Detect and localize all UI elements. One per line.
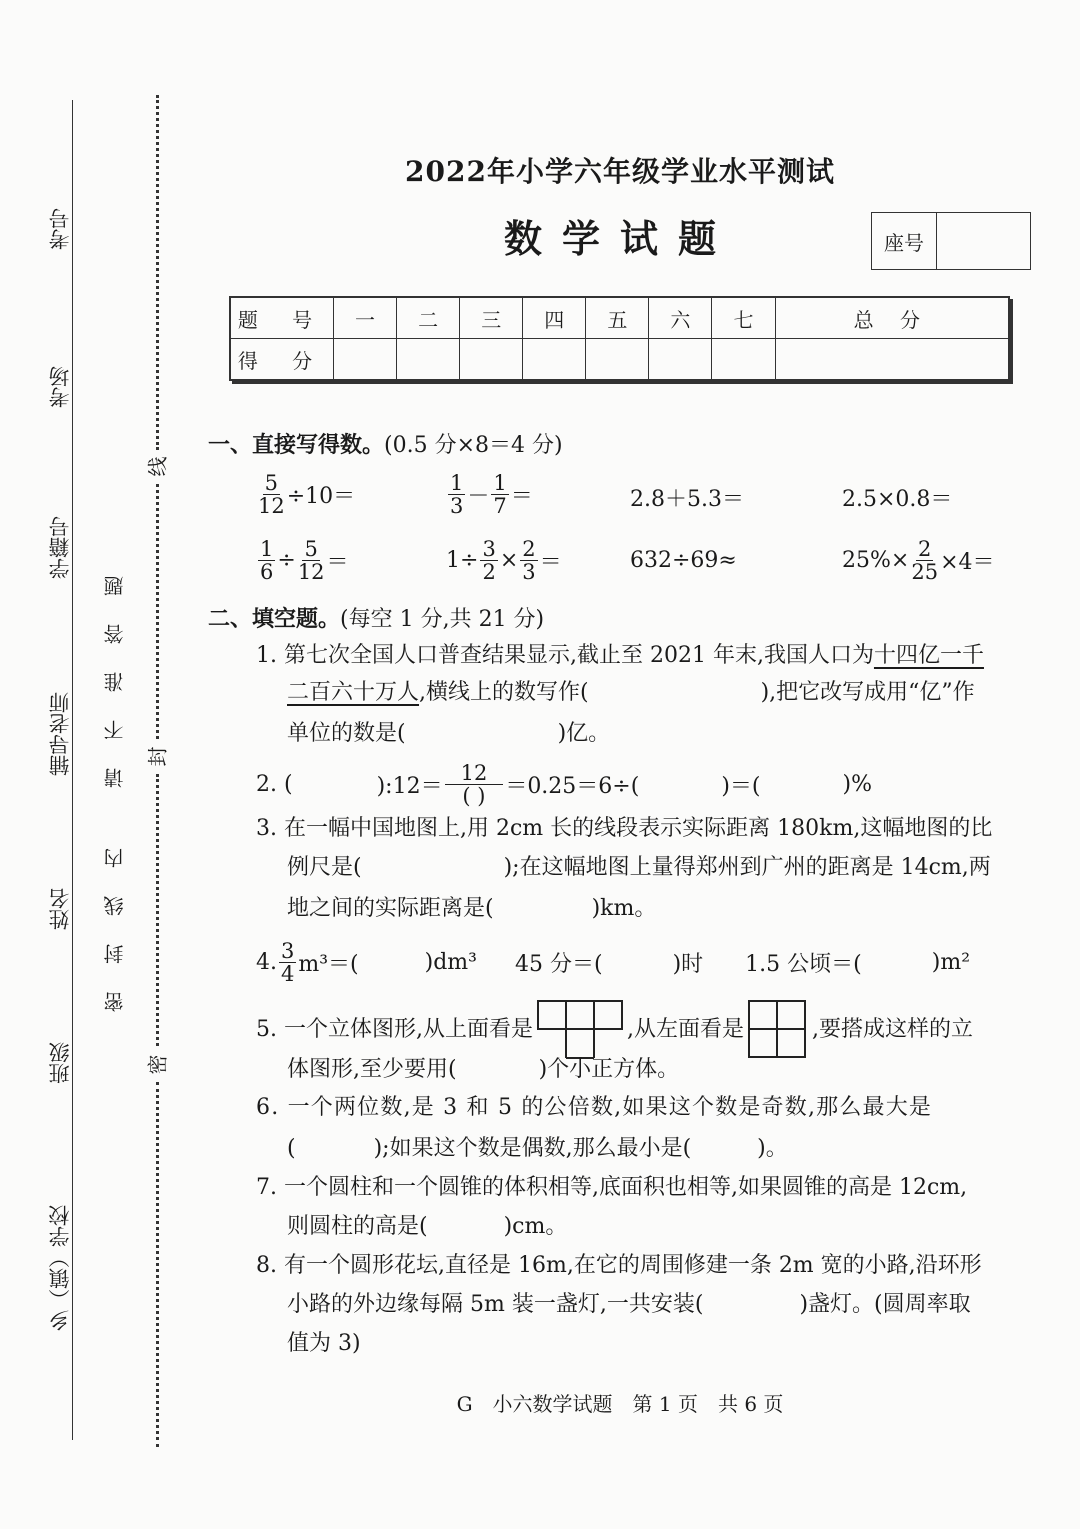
q3-line-2 <box>287 857 991 879</box>
denominator-blank[interactable]: ( ) <box>462 784 486 809</box>
calc-item-6 <box>446 538 562 583</box>
calc-tail: ×4＝ <box>940 550 995 576</box>
fraction <box>480 538 497 583</box>
operator: × <box>499 548 519 574</box>
q7-line-1: 7. 一个圆柱和一个圆锥的体积相等,底面积也相等,如果圆锥的高是 12cm, <box>256 1175 968 1200</box>
score-header-cell: 三 <box>460 297 523 339</box>
seal-text: 请不准答题 <box>103 548 127 788</box>
q2-line <box>256 762 872 807</box>
denominator: 6 <box>260 560 274 585</box>
q4-text: m³＝( <box>298 952 359 978</box>
calc-item-1 <box>256 472 355 517</box>
seal-dotted-line-top <box>156 95 159 450</box>
subject-title: 数学试题 <box>503 216 736 261</box>
q2-text: )＝( <box>721 774 761 800</box>
label-exam-room: 考场 <box>48 366 72 408</box>
margin-rule <box>72 100 73 1440</box>
q7-text: )cm。 <box>503 1214 568 1239</box>
calc-item-4 <box>842 482 952 513</box>
label-class: 班级 <box>48 1042 72 1084</box>
score-cell-total[interactable] <box>775 339 1009 381</box>
seal-word-mi: 密 <box>145 1054 170 1075</box>
score-cell[interactable] <box>649 339 712 381</box>
q1-text: ),把它改写成用“亿”作 <box>760 680 975 705</box>
q2-text: ＝0.25＝6÷( <box>505 774 640 800</box>
section1-points: (0.5 分×8＝4 分) <box>384 433 563 458</box>
q2-text: 2. ( <box>256 772 293 798</box>
q3-text: 地之间的实际距离是( <box>287 896 494 921</box>
q4-text: )dm³ <box>424 950 477 976</box>
calc-tail: ＝ <box>539 550 562 576</box>
denominator: 12 <box>297 560 325 585</box>
q1-text: 1. 第七次全国人口普查结果显示,截止至 2021 年末,我国人口为 <box>256 643 874 668</box>
label-school: 乡（镇）学校 <box>48 1205 72 1331</box>
seal-dotted-line-mid <box>156 484 159 739</box>
calc-expression: 632÷69≈ <box>630 548 737 573</box>
fraction <box>491 472 508 517</box>
seal-text-2: 密封线内 <box>103 820 127 1012</box>
numerator: 1 <box>493 471 507 495</box>
q1-line-1 <box>256 645 984 667</box>
fraction <box>520 538 537 583</box>
q4-line <box>256 940 970 985</box>
denominator: 7 <box>493 494 507 519</box>
calc-tail: ＝ <box>326 550 349 576</box>
q3-text: )km。 <box>591 896 657 921</box>
q8-line-3: 值为 3) <box>287 1331 361 1356</box>
seal-word-xian: 线 <box>145 456 170 477</box>
seat-label: 座号 <box>872 213 937 269</box>
q7-line-2 <box>287 1216 567 1238</box>
calc-item-3 <box>630 482 744 513</box>
denominator: 3 <box>522 560 536 585</box>
calc-head: 1÷ <box>446 548 479 574</box>
numerator: 3 <box>281 939 295 963</box>
q2-text: ):12＝ <box>376 774 443 800</box>
denominator: 4 <box>281 962 295 987</box>
calc-item-8 <box>842 538 995 583</box>
fraction <box>445 762 504 807</box>
q3-text: );在这幅地图上量得郑州到广州的距离是 14cm,两 <box>503 855 991 880</box>
calc-item-7 <box>630 548 737 573</box>
q1-line-3 <box>287 723 610 745</box>
numerator: 2 <box>918 537 932 561</box>
section1-title: 一、直接写得数。 <box>208 432 385 458</box>
label-teacher: 辅导老师 <box>48 692 72 776</box>
q4-text: 1.5 公顷＝( <box>745 952 862 978</box>
operator: － <box>467 484 490 510</box>
q3-text: 例尺是( <box>287 855 362 880</box>
q4-text: )m² <box>931 950 971 976</box>
numerator: 2 <box>522 537 536 561</box>
q1-text: ,横线上的数写作( <box>419 680 589 705</box>
q5-text: )个小正方体。 <box>538 1057 680 1082</box>
q6-text: );如果这个数是偶数,那么最小是( <box>373 1136 692 1161</box>
score-header-cell: 一 <box>334 297 397 339</box>
q8-line-1: 8. 有一个圆形花坛,直径是 16m,在它的周围修建一条 2m 宽的小路,沿环形 <box>256 1253 982 1278</box>
fraction <box>279 940 296 985</box>
score-header-cell: 七 <box>712 297 775 339</box>
numerator: 1 <box>450 471 464 495</box>
score-header-cell: 二 <box>397 297 460 339</box>
score-header-label: 题 号 <box>230 297 334 339</box>
denominator: 12 <box>258 494 285 519</box>
score-cell[interactable] <box>397 339 460 381</box>
calc-item-5 <box>256 538 349 583</box>
calc-tail: ÷10＝ <box>286 484 356 510</box>
q5-text: 5. 一个立体图形,从上面看是 <box>256 1017 533 1042</box>
fraction <box>911 538 938 583</box>
operator: ÷ <box>277 548 296 574</box>
score-cell[interactable] <box>334 339 397 381</box>
q6-line-2 <box>287 1138 788 1160</box>
numerator: 5 <box>304 537 318 561</box>
q4-text: 45 分＝( <box>515 952 603 978</box>
q8-text: )盏灯。(圆周率取 <box>799 1292 971 1317</box>
denominator: 3 <box>450 494 464 519</box>
q5-line-2 <box>287 1059 679 1081</box>
denominator: 2 <box>482 560 496 585</box>
page-footer: G 小六数学试题 第 1 页 共 6 页 <box>456 1392 784 1416</box>
score-table <box>229 296 1010 381</box>
q5-line-1 <box>256 1000 973 1060</box>
calc-expression: 2.5×0.8＝ <box>842 487 953 512</box>
q1-text: )亿。 <box>557 721 611 746</box>
score-cell[interactable] <box>586 339 649 381</box>
q1-text: 单位的数是( <box>287 721 406 746</box>
q3-line-3 <box>287 898 656 920</box>
score-header-total: 总 分 <box>775 297 1009 339</box>
seal-word-feng: 封 <box>145 746 170 767</box>
score-header-cell: 四 <box>523 297 586 339</box>
score-header-cell: 五 <box>586 297 649 339</box>
q5-text: ,要搭成这样的立 <box>811 1017 973 1042</box>
left-view-figure <box>748 1000 808 1060</box>
q8-text: 小路的外边缘每隔 5m 装一盏灯,一共安装( <box>287 1292 704 1317</box>
section2-points: (每空 1 分,共 21 分) <box>340 607 545 632</box>
q4-text: )时 <box>672 952 704 978</box>
calc-tail: ＝ <box>510 484 533 510</box>
seal-dotted-line-mid2 <box>156 774 159 1046</box>
score-row-label: 得 分 <box>230 339 334 381</box>
q7-text: 则圆柱的高是( <box>287 1214 428 1239</box>
score-cell[interactable] <box>460 339 523 381</box>
section1-heading <box>208 428 563 459</box>
q1-line-2 <box>287 682 975 704</box>
label-name: 姓名 <box>48 888 72 930</box>
fraction <box>258 538 275 583</box>
exam-title: 2022年小学六年级学业水平测试 <box>405 155 835 188</box>
fraction <box>448 472 465 517</box>
section2-heading <box>208 602 544 633</box>
section2-title: 二、填空题。 <box>208 606 341 632</box>
score-cell[interactable] <box>712 339 775 381</box>
calc-head: 25%× <box>842 548 910 574</box>
score-table-score-row <box>230 339 1009 381</box>
q2-text: )% <box>842 772 872 798</box>
q1-underlined-number: 二百六十万人 <box>287 680 420 705</box>
score-cell[interactable] <box>523 339 586 381</box>
seat-number-box <box>871 212 1031 270</box>
q5-text: ,从左面看是 <box>626 1017 744 1042</box>
numerator: 3 <box>482 537 496 561</box>
numerator: 5 <box>264 471 279 495</box>
fraction <box>298 538 325 583</box>
fraction <box>258 472 285 517</box>
q4-number: 4. <box>256 950 277 976</box>
numerator: 12 <box>445 762 504 785</box>
label-exam-number: 考号 <box>48 208 72 250</box>
numerator: 1 <box>260 537 274 561</box>
top-view-figure <box>537 1000 623 1060</box>
q6-line-1: 6. 一个两位数,是 3 和 5 的公倍数,如果这个数是奇数,那么最大是 <box>256 1095 933 1120</box>
seat-number-field[interactable] <box>937 213 1030 269</box>
label-student-id: 学籍号 <box>48 516 72 579</box>
q8-line-2 <box>287 1294 971 1316</box>
q1-underlined-number: 十四亿一千 <box>873 643 984 668</box>
score-table-header-row <box>230 297 1009 339</box>
calc-item-2 <box>446 472 533 517</box>
q6-text: )。 <box>757 1136 788 1161</box>
calc-expression: 2.8＋5.3＝ <box>630 487 744 512</box>
q3-line-1: 3. 在一幅中国地图上,用 2cm 长的线段表示实际距离 180km,这幅地图的比 <box>256 816 993 841</box>
q5-text: 体图形,至少要用( <box>287 1057 457 1082</box>
q6-text: ( <box>287 1136 296 1161</box>
denominator: 25 <box>911 560 939 585</box>
score-header-cell: 六 <box>649 297 712 339</box>
